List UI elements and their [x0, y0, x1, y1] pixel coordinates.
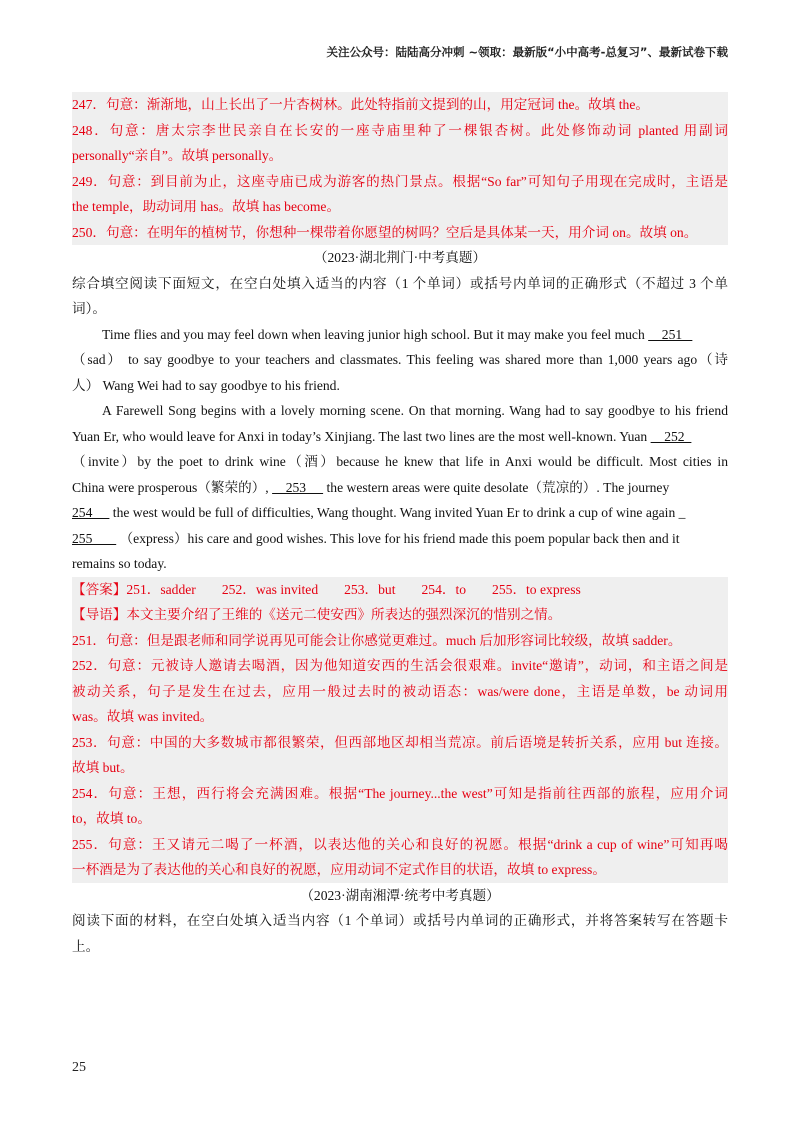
explanation-line: 254．句意：王想，西行将会充满困难。根据“The journey...the west”可知是指前往西部的旅程，应用介词 — [72, 785, 728, 801]
instructions-line: 词）。 — [72, 301, 106, 316]
page-header: 关注公众号：陆陆高分冲刺 ~领取：最新版“小中高考-总复习”、最新试卷下载 — [326, 45, 728, 59]
passage-line: 255 （express）his care and good wishes. This love for his friend made this poem popular back then and it — [72, 530, 680, 546]
answer-item: 252．was invited — [221, 581, 319, 597]
instructions-line: 上。 — [72, 938, 100, 954]
passage-line: Time flies and you may feel down when leaving junior high school. But it may make you feel much 251 — [102, 326, 693, 342]
explanation-line: 被动关系，句子是发生在过去，应用一般过去时的被动语态：was/were done，主语是单数，be 动词用 — [72, 683, 728, 699]
passage-line: Yuan Er, who would leave for Anxi in today’s Xinjiang. The last two lines are the most well-known. Yuan 252 — [72, 428, 692, 444]
prev-explanations — [72, 92, 728, 245]
instructions-line: 综合填空阅读下面短文，在空白处填入适当的内容（1 个单词）或括号内单词的正确形式（不超过 3 个单 — [72, 275, 728, 291]
answer-item: 254．to — [421, 581, 467, 597]
answer-item: 251．sadder — [126, 581, 196, 597]
explanation-line: 255．句意：王又请元二喝了一杯酒，以表达他的关心和良好的祝愿。根据“drink a cup of wine”可知再喝 — [72, 836, 728, 852]
answer-item: 253．but — [344, 581, 396, 597]
guide-line — [72, 602, 728, 628]
source-label: （2023·湖北荆门·中考真题） — [313, 250, 487, 265]
answer-line — [72, 577, 728, 603]
instructions-line: 阅读下面的材料，在空白处填入适当内容（1 个单词）或括号内单词的正确形式，并将答案转写在答题卡 — [72, 913, 728, 928]
blank-251: 251 — [648, 326, 693, 342]
passage-line: 254 the west would be full of difficulties, Wang thought. Wang invited Yuan Er to drink a cup of wine again _ — [72, 505, 686, 520]
answer-label: 【答案】 — [72, 581, 127, 597]
explanation-line: 故填 but。 — [72, 760, 134, 775]
source-label: （2023·湖南湘潭·统考中考真题） — [300, 887, 500, 903]
guide-label: 【导语】 — [72, 607, 127, 622]
passage-line: remains so today. — [72, 556, 167, 571]
explanation-line: the temple，助动词用 has。故填 has become。 — [72, 199, 341, 214]
explanation-line: personally“亲自”。故填 personally。 — [72, 148, 283, 163]
blank-254: 254 — [72, 505, 110, 520]
answer-item: 255．to express — [492, 581, 581, 597]
explanation-line: 一杯酒是为了表达他的关心和良好的祝愿，应用动词不定式作目的状语，故填 to express。 — [72, 862, 606, 877]
explanation-line: 247．句意：渐渐地，山上长出了一片杏树林。此处特指前文提到的山，用定冠词 the。故填 the。 — [72, 97, 649, 112]
blank-252: 252 — [650, 428, 692, 444]
explanation-line: 250．句意：在明年的植树节，你想种一棵带着你愿望的树吗？空后是具体某一天，用介词 on。故填 on。 — [72, 224, 698, 240]
passage-line: （sad） to say goodbye to your teachers and classmates. This feeling was shared more than 1,000 years ago（诗 — [72, 352, 728, 367]
explanation-line: 253．句意：中国的大多数城市都很繁荣，但西部地区却相当荒凉。前后语境是转折关系，应用 but 连接。 — [72, 734, 728, 750]
guide-text: 本文主要介绍了王维的《送元二使安西》所表达的强烈深沉的惜别之情。 — [126, 607, 562, 622]
answer-block — [72, 577, 728, 883]
explanation-line: 249．句意：到目前为止，这座寺庙已成为游客的热门景点。根据“So far”可知句子用现在完成时，主语是 — [72, 173, 728, 189]
passage-line: China were prosperous（繁荣的）, 253 the western areas were quite desolate（荒凉的）. The journey — [72, 479, 670, 495]
blank-253: 253 — [272, 479, 324, 495]
explanation-line: to，故填 to。 — [72, 811, 151, 826]
passage-line: A Farewell Song begins with a lovely morning scene. On that morning. Wang had to say goodbye to his friend — [102, 403, 728, 418]
explanation-line: 248．句意：唐太宗李世民亲自在长安的一座寺庙里种了一棵银杏树。此处修饰动词 planted 用副词 — [72, 122, 728, 138]
blank-255: 255 — [72, 530, 117, 546]
explanation-line: 252．句意：元被诗人邀请去喝酒，因为他知道安西的生活会很艰难。invite“邀请”，动词，和主语之间是 — [72, 658, 728, 673]
page-number: 25 — [72, 1060, 86, 1075]
passage-line: 人） Wang Wei had to say goodbye to his friend. — [72, 377, 340, 393]
explanation-line: 251．句意：但是跟老师和同学说再见可能会让你感觉更难过。much 后加形容词比较级，故填 sadder。 — [72, 632, 682, 648]
passage-line: （invite）by the poet to drink wine（酒）because he knew that life in Anxi would be difficult. Most cities in — [72, 454, 728, 469]
explanation-line: was。故填 was invited。 — [72, 709, 214, 724]
passage — [72, 322, 728, 577]
page-content — [72, 92, 728, 959]
